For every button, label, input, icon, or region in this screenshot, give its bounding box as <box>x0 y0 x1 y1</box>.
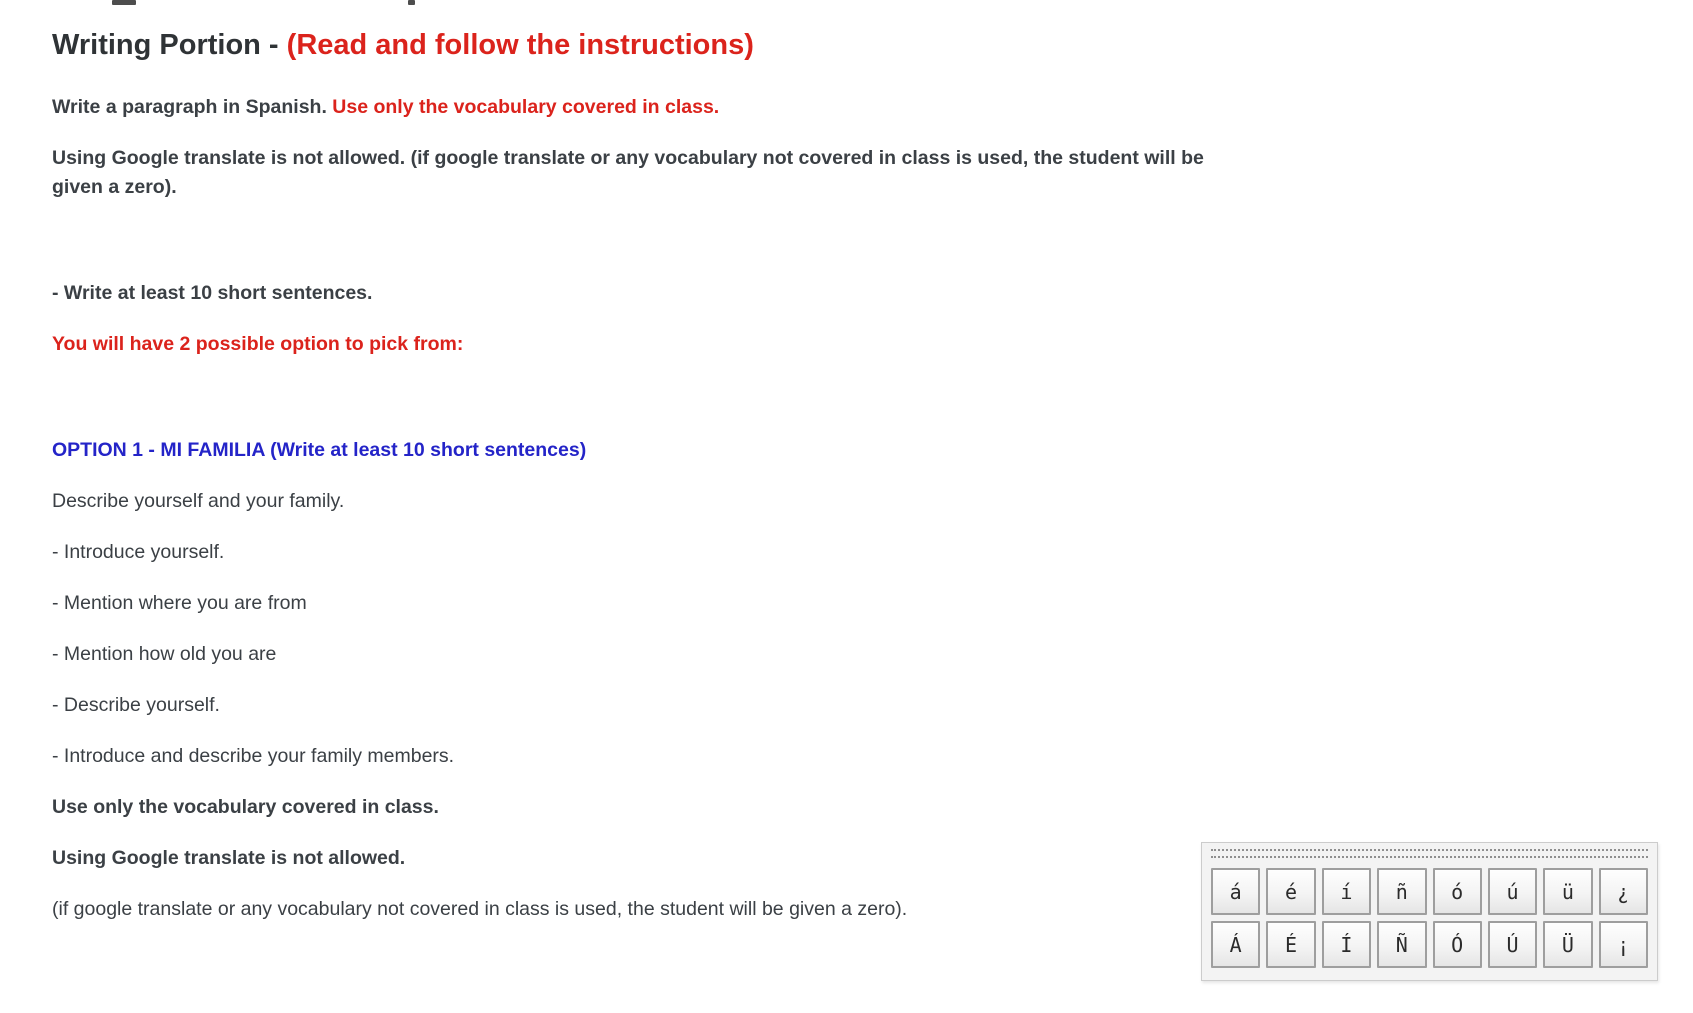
text-segment: - Describe yourself. <box>52 694 220 716</box>
option-1-heading <box>52 436 1424 465</box>
key-¡[interactable]: ¡ <box>1599 921 1648 968</box>
text-segment: Write a paragraph in Spanish. <box>52 96 333 118</box>
text-segment: - Introduce yourself. <box>52 541 225 563</box>
keyboard-row <box>1211 868 1648 915</box>
spacer <box>52 224 1424 257</box>
spacer <box>52 381 1424 414</box>
special-characters-keyboard <box>1201 842 1658 981</box>
sentence-count-requirement <box>52 279 1424 308</box>
text-segment: Use only the vocabulary covered in class. <box>52 796 439 818</box>
key-ñ[interactable]: ñ <box>1377 868 1426 915</box>
no-google-translate-warning <box>52 144 1424 202</box>
intro-line <box>52 93 1424 122</box>
option-1-bullet <box>52 742 1424 771</box>
vocabulary-reminder <box>52 793 1424 822</box>
key-í[interactable]: í <box>1322 868 1371 915</box>
key-Ü[interactable]: Ü <box>1543 921 1592 968</box>
key-ú[interactable]: ú <box>1488 868 1537 915</box>
page-title <box>52 25 1432 65</box>
option-1-bullet <box>52 640 1424 669</box>
text-segment: - Introduce and describe your family members. <box>52 745 455 767</box>
drag-handle-dots <box>1211 856 1648 863</box>
keyboard-drag-handle[interactable] <box>1211 849 1648 863</box>
key-¿[interactable]: ¿ <box>1599 868 1648 915</box>
text-segment: Describe yourself and your family. <box>52 490 345 512</box>
text-segment: (if google translate or any vocabulary not covered in class is used, the student will be given a zero). <box>52 898 908 920</box>
key-ó[interactable]: ó <box>1433 868 1482 915</box>
key-Ó[interactable]: Ó <box>1433 921 1482 968</box>
instructions <box>52 93 1432 924</box>
text-segment: (Read and follow the instructions) <box>286 29 754 61</box>
text-segment: OPTION 1 - MI FAMILIA (Write at least 10 short sentences) <box>52 439 587 461</box>
text-segment: - Write at least 10 short sentences. <box>52 282 373 304</box>
key-Í[interactable]: Í <box>1322 921 1371 968</box>
key-Ñ[interactable]: Ñ <box>1377 921 1426 968</box>
text-segment: Writing Portion - <box>52 29 287 61</box>
key-É[interactable]: É <box>1266 921 1315 968</box>
text-segment: given a zero). <box>52 176 177 198</box>
key-Á[interactable]: Á <box>1211 921 1260 968</box>
keyboard-keys <box>1202 866 1657 977</box>
text-segment: Use only the vocabulary covered in class. <box>332 96 720 118</box>
text-segment: You will have 2 possible option to pick from: <box>52 333 464 355</box>
drag-handle-dots <box>1211 849 1648 856</box>
text-segment: Using Google translate is not allowed. (if google translate or any vocabulary not covered in class is used, the student will be <box>52 147 1204 169</box>
key-ü[interactable]: ü <box>1543 868 1592 915</box>
text-segment: - Mention where you are from <box>52 592 307 614</box>
option-1-description <box>52 487 1424 516</box>
option-1-bullet <box>52 691 1424 720</box>
key-á[interactable]: á <box>1211 868 1260 915</box>
text-segment: - Mention how old you are <box>52 643 277 665</box>
option-1-bullet <box>52 589 1424 618</box>
keyboard-row <box>1211 921 1648 968</box>
option-1-bullet <box>52 538 1424 567</box>
text-segment: Using Google translate is not allowed. <box>52 847 406 869</box>
options-notice <box>52 330 1424 359</box>
key-Ú[interactable]: Ú <box>1488 921 1537 968</box>
key-é[interactable]: é <box>1266 868 1315 915</box>
